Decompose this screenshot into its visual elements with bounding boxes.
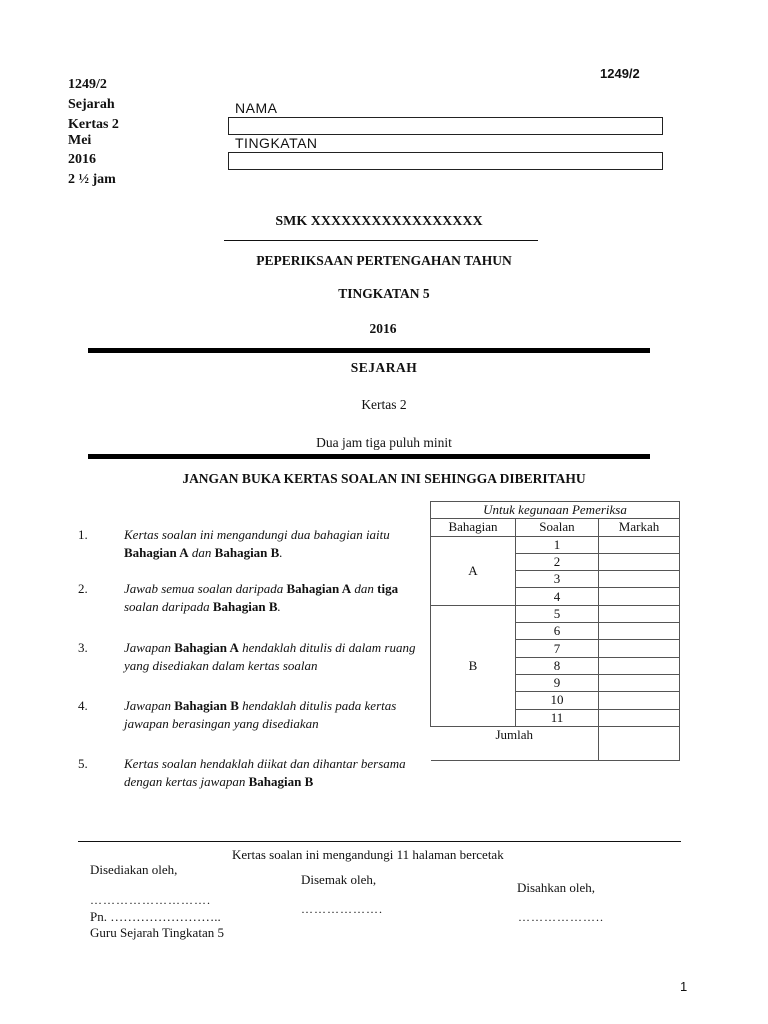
instruction-emphasis: Bahagian A <box>286 581 352 596</box>
instruction-text <box>124 639 434 675</box>
instruction-run: dan <box>188 545 215 560</box>
instruction-number: 1. <box>78 527 88 542</box>
instruction-run: Jawapan <box>124 640 175 655</box>
pages-note: Kertas soalan ini mengandungi 11 halaman bercetak <box>232 847 504 862</box>
instruction-emphasis: Bahagian B <box>212 599 278 614</box>
instruction-emphasis: Bahagian B <box>174 698 239 713</box>
meta-duration: 2 ½ jam <box>68 172 116 187</box>
question-number: 1 <box>516 536 599 553</box>
instruction-run: . <box>277 599 281 614</box>
instruction-number: 2. <box>78 581 88 596</box>
total-marks-cell[interactable] <box>599 726 680 760</box>
instruction-run: . <box>279 545 283 560</box>
instruction-emphasis: tiga <box>377 581 399 596</box>
marks-cell[interactable] <box>599 709 680 726</box>
marks-cell[interactable] <box>599 605 680 622</box>
instruction-emphasis: Bahagian B <box>248 774 314 789</box>
approved-label: Disahkan oleh, <box>517 880 595 895</box>
bottom-thick-rule <box>88 454 650 459</box>
instruction-run: soalan daripada <box>124 599 213 614</box>
marks-cell[interactable] <box>599 640 680 657</box>
meta-month: Mei <box>68 133 92 148</box>
meta-subject: Sejarah <box>68 97 115 112</box>
instruction-run: hendaklah ditulis di dalam ruang yang disediakan dalam kertas soalan <box>124 640 416 673</box>
instruction-run: Kertas soalan hendaklah diikat dan dihantar bersama dengan kertas jawapan <box>124 756 406 789</box>
instruction-text <box>124 755 434 791</box>
checked-signature-line: ………………. <box>301 902 383 916</box>
meta-paper: Kertas 2 <box>68 117 119 132</box>
school-underline <box>224 240 538 241</box>
exam-title: PEPERIKSAAN PERTENGAHAN TAHUN <box>256 253 512 268</box>
prepared-name: Pn. …………………….. <box>90 909 221 924</box>
school-name: SMK XXXXXXXXXXXXXXXXX <box>275 214 483 229</box>
question-number: 6 <box>516 623 599 640</box>
instruction-emphasis: Bahagian B <box>214 545 280 560</box>
instruction-emphasis: Bahagian A <box>174 640 239 655</box>
instruction-number: 5. <box>78 756 88 771</box>
marks-cell[interactable] <box>599 588 680 605</box>
prepared-label: Disediakan oleh, <box>90 862 178 877</box>
checked-label: Disemak oleh, <box>301 872 377 887</box>
name-label: NAMA <box>235 100 278 116</box>
question-number: 5 <box>516 605 599 622</box>
question-number: 11 <box>516 709 599 726</box>
instruction-run: Jawapan <box>124 698 175 713</box>
form-label: TINGKATAN <box>235 135 318 151</box>
meta-code: 1249/2 <box>68 77 107 92</box>
instruction-number: 4. <box>78 698 88 713</box>
question-number: 9 <box>516 674 599 691</box>
question-number: 2 <box>516 553 599 570</box>
prepared-signature-line: ………………………. <box>90 893 211 907</box>
top-thick-rule <box>88 348 650 353</box>
marks-cell[interactable] <box>599 553 680 570</box>
footer-rule <box>78 841 681 842</box>
question-number: 7 <box>516 640 599 657</box>
question-number: 4 <box>516 588 599 605</box>
instruction-run: Jawab semua soalan daripada <box>124 581 287 596</box>
paper-code-right: 1249/2 <box>600 66 640 81</box>
warning-text: JANGAN BUKA KERTAS SOALAN INI SEHINGGA DIBERITAHU <box>182 471 586 486</box>
level-title: TINGKATAN 5 <box>338 286 430 301</box>
instruction-emphasis: Bahagian A <box>124 545 189 560</box>
examiner-caption: Untuk kegunaan Pemeriksa <box>431 502 680 519</box>
question-number: 3 <box>516 571 599 588</box>
marks-cell[interactable] <box>599 571 680 588</box>
header-section: Bahagian <box>431 519 516 536</box>
instruction-text <box>124 526 434 562</box>
marks-cell[interactable] <box>599 674 680 691</box>
marks-cell[interactable] <box>599 657 680 674</box>
form-field[interactable] <box>228 152 663 170</box>
header-marks: Markah <box>599 519 680 536</box>
year-title: 2016 <box>369 321 397 336</box>
section-a-cell: A <box>431 536 516 605</box>
marks-cell[interactable] <box>599 623 680 640</box>
approved-signature-line: ……………….. <box>518 910 604 924</box>
total-label: Jumlah <box>431 726 599 760</box>
instruction-number: 3. <box>78 640 88 655</box>
duration-title: Dua jam tiga puluh minit <box>316 435 452 450</box>
instruction-run: Kertas soalan ini mengandungi dua bahagian iaitu <box>124 527 390 542</box>
page-number: 1 <box>680 979 688 994</box>
section-b-cell: B <box>431 605 516 726</box>
paper-title: Kertas 2 <box>361 397 407 412</box>
marks-cell[interactable] <box>599 536 680 553</box>
instruction-run: hendaklah ditulis pada kertas jawapan berasingan yang disediakan <box>124 698 397 731</box>
question-number: 8 <box>516 657 599 674</box>
header-question: Soalan <box>516 519 599 536</box>
meta-year: 2016 <box>68 152 96 167</box>
instruction-text <box>124 580 434 616</box>
subject-title: SEJARAH <box>350 360 418 375</box>
prepared-role: Guru Sejarah Tingkatan 5 <box>90 925 224 940</box>
instruction-run: dan <box>351 581 378 596</box>
instruction-text <box>124 697 434 733</box>
question-number: 10 <box>516 692 599 709</box>
name-field[interactable] <box>228 117 663 135</box>
marks-cell[interactable] <box>599 692 680 709</box>
examiner-table <box>430 501 680 761</box>
